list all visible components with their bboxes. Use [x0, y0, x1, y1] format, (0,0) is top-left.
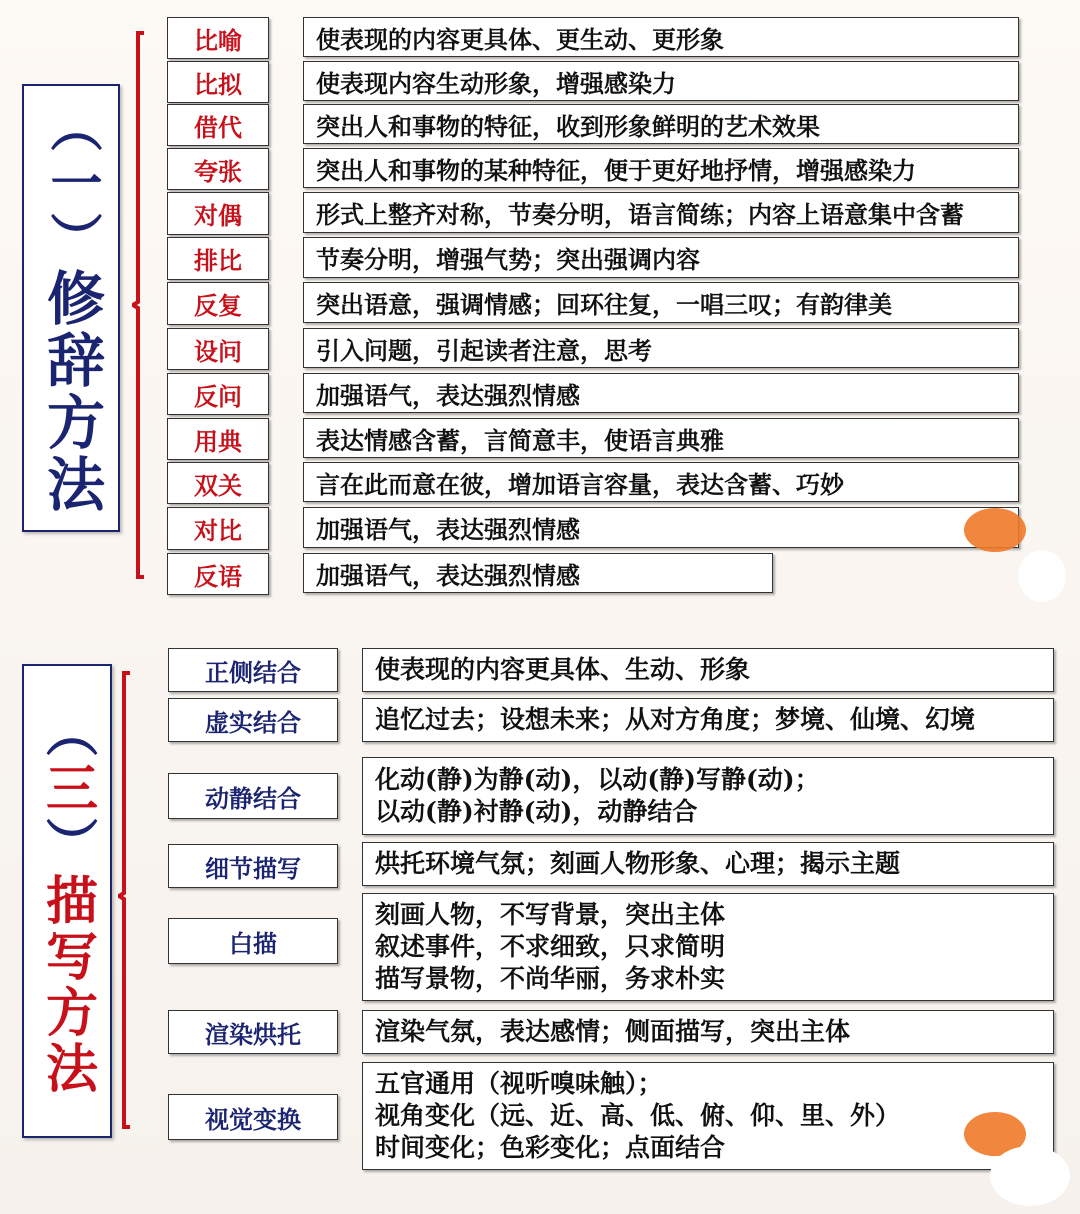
- section2-paren-open: （: [36, 705, 97, 761]
- section2-description: [362, 698, 1054, 742]
- section1-description: 使表现内容生动形象，增强感染力: [303, 61, 1019, 101]
- section2-description-line: 时间变化；色彩变化；点面结合: [375, 1133, 726, 1162]
- section1-term: 反语: [167, 553, 269, 595]
- section2-description: [362, 1062, 1054, 1170]
- section2-number: 三: [36, 761, 97, 817]
- section2-description-line: 渲染气氛，表达感情；侧面描写，突出主体: [375, 1017, 851, 1046]
- section1-term: 用典: [167, 418, 269, 460]
- section1-term: 反问: [167, 373, 269, 415]
- section1-term: 对比: [167, 507, 269, 550]
- section1-paren-open: （: [41, 100, 101, 156]
- section2-description-line: 追忆过去；设想未来；从对方角度；梦境、仙境、幻境: [375, 705, 976, 734]
- section1-term: 借代: [167, 104, 269, 146]
- section1-brace: [132, 30, 142, 580]
- section1-description: 加强语气，表达强烈情感: [303, 373, 1019, 413]
- section2-description: [362, 757, 1054, 835]
- section1-description: 突出人和事物的某种特征，便于更好地抒情，增强感染力: [303, 148, 1019, 188]
- white-blob-decoration: [990, 1146, 1070, 1206]
- section1-term: 反复: [167, 282, 269, 325]
- section1-number: 一: [41, 156, 101, 212]
- section2-description-line: 叙述事件，不求细致，只求简明: [375, 932, 726, 961]
- section2-description-line: 化动(静)为静(动)，以动(静)写静(动)；: [375, 765, 820, 794]
- section1-description: 表达情感含蓄，言简意丰，使语言典雅: [303, 418, 1019, 458]
- section2-brace: [118, 670, 128, 1130]
- section1-description: 加强语气，表达强烈情感: [303, 553, 773, 593]
- section2-term: 视觉变换: [168, 1094, 338, 1140]
- section2-description: [362, 893, 1054, 1001]
- orange-dot-decoration: [964, 508, 1026, 552]
- section1-description: 加强语气，表达强烈情感: [303, 507, 1019, 548]
- section2-description-line: 视角变化（远、近、高、低、俯、仰、里、外）: [375, 1101, 901, 1130]
- section1-term: 对偶: [167, 192, 269, 235]
- section1-term: 夸张: [167, 148, 269, 190]
- section1-term: 双关: [167, 462, 269, 504]
- section2-description: [362, 648, 1054, 692]
- section2-title: [22, 664, 112, 1138]
- section1-term: 比喻: [167, 17, 269, 59]
- section1-description: 使表现的内容更具体、更生动、更形象: [303, 17, 1019, 57]
- section2-description-line: 使表现的内容更具体、生动、形象: [375, 655, 751, 684]
- section1-description: 形式上整齐对称，节奏分明，语言简练；内容上语意集中含蓄: [303, 192, 1019, 233]
- section1-paren-close: ）: [41, 212, 101, 268]
- section1-title: [22, 84, 120, 532]
- section2-description-line: 五官通用（视听嗅味触）；: [375, 1069, 663, 1098]
- section2-description: [362, 1010, 1054, 1054]
- section1-description: 引入问题，引起读者注意，思考: [303, 328, 1019, 368]
- section2-term: 正侧结合: [168, 648, 338, 692]
- section1-description: 突出人和事物的特征，收到形象鲜明的艺术效果: [303, 104, 1019, 144]
- section1-description: 言在此而意在彼，增加语言容量，表达含蓄、巧妙: [303, 462, 1019, 502]
- section2-paren-close: ）: [36, 817, 97, 873]
- section2-term: 动静结合: [168, 773, 338, 819]
- section2-term: 渲染烘托: [168, 1010, 338, 1054]
- section2-name: 描写方法: [36, 873, 97, 1097]
- section1-term: 比拟: [167, 61, 269, 103]
- section2-description-line: 烘托环境气氛；刻画人物形象、心理；揭示主题: [375, 849, 901, 878]
- section2-term: 细节描写: [168, 844, 338, 888]
- section2-term: 白描: [168, 918, 338, 964]
- section2-description: [362, 842, 1054, 886]
- section2-description-line: 描写景物，不尚华丽，务求朴实: [375, 964, 726, 993]
- section1-term: 设问: [167, 328, 269, 370]
- section1-name: 修辞方法: [37, 268, 105, 516]
- section1-title-text: [29, 100, 113, 516]
- section2-term: 虚实结合: [168, 698, 338, 742]
- section1-description: 节奏分明，增强气势；突出强调内容: [303, 237, 1019, 278]
- section1-term: 排比: [167, 237, 269, 280]
- white-blob-decoration: [1018, 550, 1066, 602]
- section1-description: 突出语意，强调情感；回环往复，一唱三叹；有韵律美: [303, 282, 1019, 323]
- section2-description-line: 以动(静)衬静(动)，动静结合: [375, 797, 698, 826]
- section2-description-line: 刻画人物，不写背景，突出主体: [375, 900, 726, 929]
- section2-title-text: [30, 705, 105, 1097]
